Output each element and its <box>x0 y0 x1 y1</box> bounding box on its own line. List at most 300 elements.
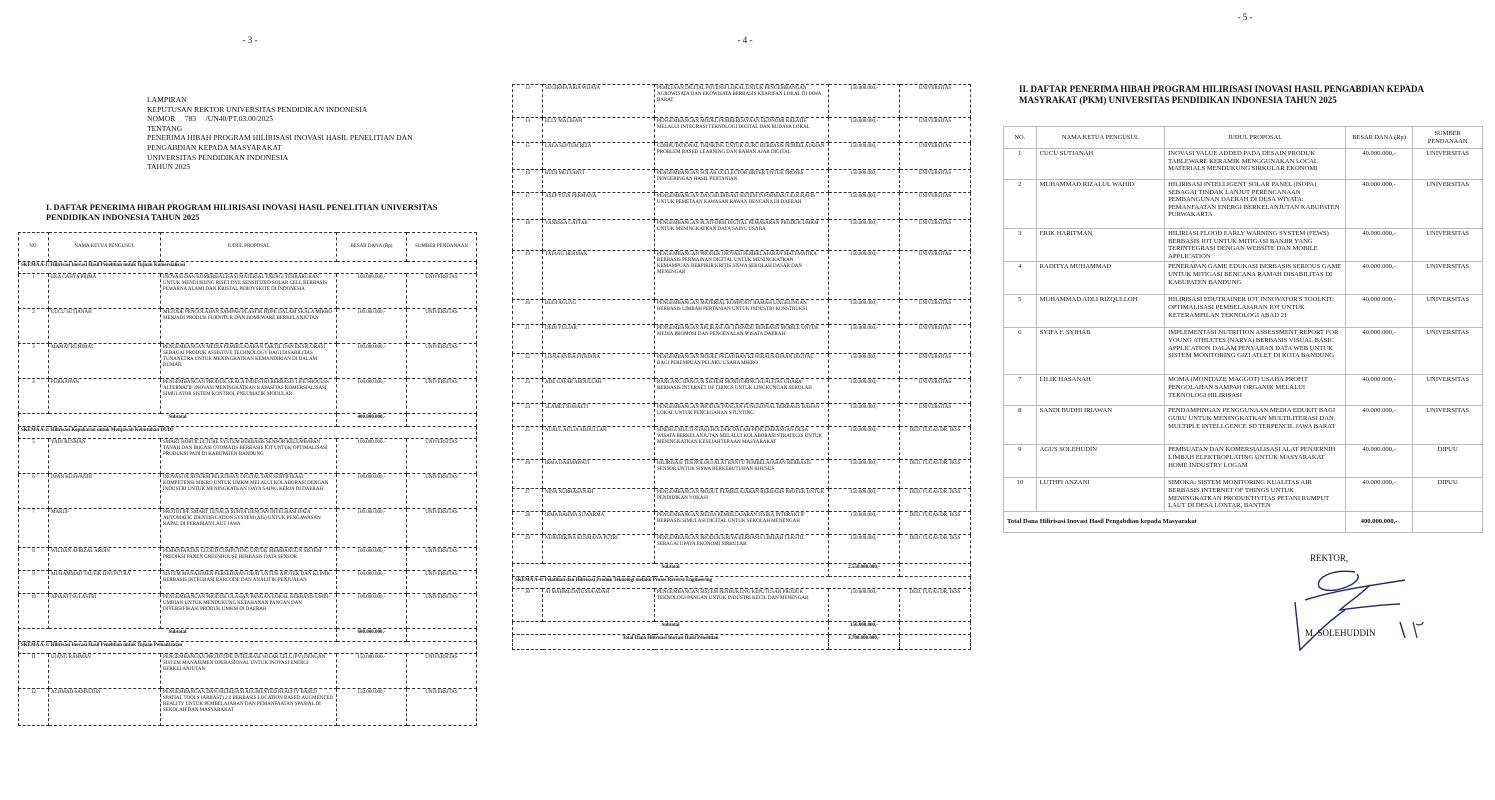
applicant-name: LALA SEPTEM RIZA <box>543 143 655 170</box>
applicant-name: IRMA RAHMA SUWARMA <box>543 512 655 535</box>
table-row <box>19 344 477 379</box>
subtotal-row <box>513 564 971 577</box>
skema-label: SKEMA A-4: Pelatihan dan Hilirisasi Produk Teknologi melalui Proses Reverse Engineering <box>513 577 971 589</box>
table-row <box>513 170 971 193</box>
col-title-header: JUDUL PROPOSAL <box>1165 127 1346 149</box>
research-grant-table-part2 <box>512 84 971 650</box>
funding-source: UNIVERSITAS <box>407 379 477 414</box>
applicant-name: SLAMET ROHAETI <box>543 404 655 427</box>
proposal-title: PENGEMBANGAN PROTOTIPE INTEGRASI SOLAR CELL (PV) DENGAN SISTEM MANAJEMEN OPERASIONAL UNTUK INOVASI ENERGI BERKELANJUTAN <box>161 654 337 689</box>
col-amount-header: BESAR DANA (Rp) <box>337 233 407 262</box>
header-line: NOMOR 783 /UN40/PT.03.00/2025 <box>147 114 274 124</box>
applicant-name: LISNA ANISA FITRIANA <box>543 354 655 379</box>
col-source-header: SUMBER PENDANAAN <box>1413 127 1483 149</box>
subtotal-label: Subtotal <box>19 414 337 427</box>
grant-amount: 40.000.000,- <box>1345 328 1412 375</box>
applicant-name: AI MAHMUDATUSSA'ADAH <box>543 589 655 622</box>
funding-source: UNIVERSITAS <box>407 274 477 309</box>
col-no-header: NO. <box>1004 127 1037 149</box>
funding-source: UNIVERSITAS <box>900 85 971 118</box>
table-row <box>19 594 477 629</box>
row-number: 20 <box>513 300 543 325</box>
grant-amount: 150.000.000,- <box>829 170 900 193</box>
table-row <box>513 589 971 622</box>
table-row <box>19 689 477 726</box>
subtotal-label: Subtotal <box>19 629 337 642</box>
applicant-name: SYIFA F. SYIHAB <box>1036 328 1164 375</box>
header-line: TENTANG <box>147 123 183 133</box>
table-row <box>513 379 971 404</box>
grant-amount: 150.000.000,- <box>829 512 900 535</box>
empty-cell <box>407 629 477 642</box>
row-number: 23 <box>513 379 543 404</box>
applicant-name: PURNAWAN <box>49 379 161 414</box>
row-number: 9 <box>19 571 49 594</box>
row-number: 8 <box>19 548 49 571</box>
row-number: 6 <box>1004 328 1037 375</box>
applicant-name: NINA NURHASANAH <box>543 489 655 512</box>
funding-source: UNIVERSITAS <box>407 594 477 629</box>
proposal-title: INOVASI VALUE ADDED PADA DESAIN PRODUK TABLEWARE KERAMIK MENGGUNAKAN LOCAL MATERIALS MENDUKUNG SIRKULAR EKONOMI <box>1165 149 1346 180</box>
page-4 <box>500 0 990 800</box>
subtotal-label: Subtotal <box>513 622 829 635</box>
proposal-title: SISTEM MANAJEMEN PERSEDIAAN OBAT UNTUK APOTEK DAN KLINIK BERBASIS INTEGRASI BARCODE DAN ANALITIK PENJUALAN <box>161 571 337 594</box>
skema-label: SKEMA A-2: Hilirisasi Kepakaran untuk Menjawab Kebutuhan DUDI <box>19 427 477 439</box>
funding-source: UNIVERSITAS <box>1413 180 1483 229</box>
subtotal-amount: 150.000.000,- <box>829 622 900 635</box>
funding-source: UNIVERSITAS <box>900 325 971 354</box>
row-number: 14 <box>513 118 543 143</box>
proposal-title: IMPLEMENTASI NUTRITION ASSESSMENT REPORT FOR YOUNG ATHLETES (NARYA) BERBASIS VISUAL BASIC APPLICATION DALAM PENYAJIAN DATA WEB UNTUK SISTEM MONITORING GIZI ATLET DI KOTA BANDUNG <box>1165 328 1346 375</box>
table-row <box>19 274 477 309</box>
table-row <box>1004 229 1483 262</box>
grant-amount: 150.000.000,- <box>829 300 900 325</box>
col-name-header: NAMA KETUA PENGUSUL <box>1036 127 1164 149</box>
row-number: 5 <box>1004 295 1037 328</box>
funding-source: UNIVERSITAS <box>407 689 477 726</box>
col-amount-header: BESAR DANA (Rp) <box>1345 127 1412 149</box>
proposal-title: PENDAMPINGAN PENGGUNAAN MEDIA EDUKIT BAGI GURU UNTUK MENINGKATKAN MULTILITERASI DAN MULTIPLE INTELLGENCE SD TERPENCIL JAWA BARAT <box>1165 406 1346 445</box>
grant-amount: 40.000.000,- <box>1345 180 1412 229</box>
subtotal-amount: 2.550.000.000,- <box>829 564 900 577</box>
table-row <box>513 354 971 379</box>
row-number: 4 <box>19 379 49 414</box>
applicant-name: SANDI BUDHI IRIAWAN <box>1036 406 1164 445</box>
page-number: - 5 - <box>1237 12 1253 22</box>
table-row <box>1004 262 1483 295</box>
pkm-grant-table <box>1003 126 1483 533</box>
total-row <box>513 635 971 650</box>
proposal-title: PENGEMBANGAN APLIKASI AR TERPADU BERBASIS MOBILE UNTUK MEDIA PROMOSI DAN PENGENALAN WISATA DAERAH <box>655 325 829 354</box>
subtotal-row <box>513 622 971 635</box>
row-number: 19 <box>513 251 543 300</box>
skema-label: SKEMA A-1: Hilirisasi Inovasi Hasil Penelitian untuk Tujuan Komersialisasi <box>19 262 477 274</box>
page-number: - 4 - <box>737 35 753 45</box>
applicant-name: DEDI YULIAR <box>543 325 655 354</box>
grant-amount: 150.000.000,- <box>829 404 900 427</box>
proposal-title: PEMANFAATAN CLOUD COMPUTING UNTUK MEMBANGUN SISTEM PREDIKSI PANEN GREENHOUSE BERBASIS DATA SENSOR <box>161 548 337 571</box>
funding-source: DED. TUGAS DR. IKSS <box>900 489 971 512</box>
proposal-title: COMPUTATIONAL THINKING UNTUK GURU BERBASIS PEMBELAJARAN PROBLEM BASED LEARNING DAN BAHAN AJAR DIGITAL <box>655 143 829 170</box>
funding-source: UNIVERSITAS <box>1413 149 1483 180</box>
funding-source: UNIVERSITAS <box>900 170 971 193</box>
row-number: 10 <box>1004 478 1037 511</box>
subtotal-amount: 600.000.000,- <box>337 629 407 642</box>
grant-amount: 100.000.000,- <box>337 379 407 414</box>
row-number: 3 <box>19 344 49 379</box>
row-number: 5 <box>19 439 49 474</box>
grant-amount: 150.000.000,- <box>829 251 900 300</box>
section-1-title: I. DAFTAR PENERIMA HIBAH PROGRAM HILIRISASI INOVASI HASIL PENELITIAN UNIVERSITAS PENDIDIKAN INDONESIA TAHUN 2025 <box>46 203 438 222</box>
applicant-name: MUHAMMAD RIZALUL WAHID <box>1036 180 1164 229</box>
grant-amount: 40.000.000,- <box>1345 375 1412 406</box>
applicant-name: AFIANTI SULASTRI <box>49 594 161 629</box>
row-number: 26 <box>513 460 543 489</box>
row-number: 25 <box>513 427 543 460</box>
row-number: 7 <box>19 509 49 548</box>
proposal-title: PENERAPAN GAME EDUKASI BERBASIS SERIOUS GAME UNTUK MITIGASI BENCANA RAMAH DISABILITAS DI KABUPATEN BANDUNG <box>1165 262 1346 295</box>
applicant-name: LUTHFI ANZANI <box>1036 478 1164 511</box>
table-row <box>19 309 477 344</box>
applicant-name: AGUS SOLEHUDIN <box>1036 445 1164 478</box>
funding-source: UNIVERSITAS <box>900 251 971 300</box>
subtotal-row <box>19 414 477 427</box>
row-number: 8 <box>1004 406 1037 445</box>
proposal-title: PENGEMBANGAN PRODUK PANGAN FUNGSIONAL BERBASIS BAHAN LOKAL UNTUK PENCEGAHAN STUNTING <box>655 404 829 427</box>
applicant-name: ASEP YUDI PERMANA <box>543 193 655 220</box>
row-number: 22 <box>513 354 543 379</box>
grant-amount: 40.000.000,- <box>1345 262 1412 295</box>
applicant-name: BUDI AGUNG <box>543 300 655 325</box>
funding-source: UNIVERSITAS <box>1413 406 1483 445</box>
grant-amount: 100.000.000,- <box>337 509 407 548</box>
table-row <box>513 404 971 427</box>
empty-cell <box>1413 511 1483 532</box>
total-amount: 3.700.000.000,- <box>829 635 900 650</box>
grant-amount: 100.000.000,- <box>337 309 407 344</box>
grant-amount: 100.000.000,- <box>337 571 407 594</box>
applicant-name: YADI RUSMAN <box>49 439 161 474</box>
page-5 <box>995 0 1495 800</box>
grant-amount: 150.000.000,- <box>829 85 900 118</box>
funding-source: DED. TUGAS DR. IKSS <box>900 427 971 460</box>
row-number: 12 <box>19 689 49 726</box>
grant-amount: 40.000.000,- <box>1345 406 1412 445</box>
header-line: UNIVERSITAS PENDIDIKAN INDONESIA <box>147 152 289 162</box>
table-row <box>1004 149 1483 180</box>
row-number: 27 <box>513 489 543 512</box>
proposal-title: PENGEMBANGAN PRODUK SKALA INDUSTRI BERBASIS LIFE PROCESS ALTERNATIF INOVASI MENINGKATKAN KAPASITAS KOMERSIALISASI SIMULATOR SISTEM KONTROL PNEUMATIK MODULAR <box>161 379 337 414</box>
grant-amount: 100.000.000,- <box>337 548 407 571</box>
funding-source: DIPUU <box>1413 445 1483 478</box>
applicant-name: EKA CAHYA PRIMA <box>49 274 161 309</box>
table-row <box>1004 180 1483 229</box>
row-number: 18 <box>513 220 543 251</box>
row-number: 6 <box>19 474 49 509</box>
proposal-title: PEMETAAN DIGITAL POTENSI LOKAL UNTUK PENGEMBANGAN AGROWISATA DAN EKOWISATA BERBASIS KEARIFAN LOKAL DI JAWA BARAT <box>655 85 829 118</box>
table-row <box>513 460 971 489</box>
grant-amount: 150.000.000,- <box>829 489 900 512</box>
table-row <box>19 654 477 689</box>
grant-amount: 100.000.000,- <box>337 274 407 309</box>
applicant-name: RADITYA MUHAMMAD <box>1036 262 1164 295</box>
proposal-title: PENGEMBANGAN PRODUK KRIYA BERBASIS LIMBAH TEKSTIL SEBAGAI UPAYA EKONOMI SIRKULAR <box>655 535 829 564</box>
applicant-name: ELLY MALIHAH <box>543 118 655 143</box>
applicant-name: BUDI MULYANTI <box>543 170 655 193</box>
total-label: Total Dana Hilirisasi Inovasi Hasil Penelitian <box>513 635 829 650</box>
table-row <box>513 193 971 220</box>
proposal-title: PENGEMBANGAN DAN HILIRISASI AUGMENTED REALITY BASED SPATIAL TOOLS (ARBAST) 2.0 BERBASIS LOCATION BASED AUGMENTED REALITY UNTUK PEMBELAJARAN DAN PEMANFAATAN SPASIAL DI SEKOLAH DAN MASYARAKAT <box>161 689 337 726</box>
funding-source: UNIVERSITAS <box>900 300 971 325</box>
row-number: 1 <box>19 274 49 309</box>
table-row <box>1004 478 1483 511</box>
skema-row <box>19 427 477 439</box>
applicant-name: ERIK HARITMAN <box>1036 229 1164 262</box>
subtotal-label: Subtotal <box>513 564 829 577</box>
table-row <box>513 535 971 564</box>
table-row <box>1004 445 1483 478</box>
funding-source: UNIVERSITAS <box>1413 295 1483 328</box>
grant-amount: 150.000.000,- <box>829 379 900 404</box>
proposal-title: PENGEMBANGAN MODEL PEMBERDAYAAN EKONOMI KREATIF MELALUI INTEGRASI TEKNOLOGI DIGITAL DAN BUDAYA LOKAL <box>655 118 829 143</box>
funding-source: UNIVERSITAS <box>900 193 971 220</box>
row-number: 4 <box>1004 262 1037 295</box>
proposal-title: PENGEMBANGAN SOLAR COLLECTOR DRYER UNTUK PROSES PENGERINGAN HASIL PERTANIAN <box>655 170 829 193</box>
grant-amount: 150.000.000,- <box>829 460 900 489</box>
header-line: KEPUTUSAN REKTOR UNIVERSITAS PENDIDIKAN INDONESIA <box>147 104 368 114</box>
grant-amount: 150.000.000,- <box>337 654 407 689</box>
applicant-name: CUCU SUTIANAH <box>1036 149 1164 180</box>
total-row <box>1004 511 1483 532</box>
table-row <box>513 118 971 143</box>
grant-amount: 150.000.000,- <box>829 354 900 379</box>
row-number: 7 <box>1004 375 1037 406</box>
proposal-title: INOVASI DAN KOMERSIALISASI MATERIAL ENERGI TERBARUKAN UNTUK MENDUKUNG RISET DYE SENSITIZED SOLAR CELL BERBASIS PEWARNA ALAMI DAN KRISTAL PEROVSKITE DI INDONESIA <box>161 274 337 309</box>
applicant-name: ADE GAFAR ABDULLAH <box>543 379 655 404</box>
row-number: 9 <box>1004 445 1037 478</box>
funding-source: UNIVERSITAS <box>407 309 477 344</box>
proposal-title: PENGEMBANGAN SISTEM PENDUKUNG KEPUTUSAN PRODUK TEKNOLOGI PANGAN UNTUK INDUSTRI KECIL DAN MENENGAH <box>655 589 829 622</box>
proposal-title: HILIRISASI INTELLIGENT SOLAR PANEL (ISOPA) SEBAGAI TINDAK LANJUT PERENCANAAN PEMBANGUNAN DAERAH DI DESA WIYATA: PEMANFAATAN ENERGI BERKELANJUTAN KABUPATEN PURWAKARTA <box>1165 180 1346 229</box>
applicant-name: SUGIRMA ARIA WIJAYA <box>543 85 655 118</box>
applicant-name: NURUL AULIA ABDULLAH <box>543 427 655 460</box>
funding-source: UNIVERSITAS <box>1413 262 1483 295</box>
total-amount: 400.000.000,- <box>1345 511 1412 532</box>
row-number: 13 <box>513 85 543 118</box>
applicant-name: MUHAMMAD TAUFIK DWI PUTRA <box>49 571 161 594</box>
row-number: 16 <box>513 170 543 193</box>
proposal-title: PENGEMBANGAN MODUL PEMBELAJARAN BERBASIS PROYEK UNTUK PENDIDIKAN VOKASI <box>655 489 829 512</box>
header-line: PENGABDIAN KEPADA MASYARAKAT <box>147 142 282 152</box>
row-number: 1 <box>1004 149 1037 180</box>
grant-amount: 100.000.000,- <box>337 594 407 629</box>
empty-cell <box>407 414 477 427</box>
skema-row <box>19 642 477 654</box>
grant-amount: 150.000.000,- <box>829 325 900 354</box>
header-line: PENERIMA HIBAH PROGRAM HILIRISASI INOVASI HASIL PENELITIAN DAN <box>147 133 413 143</box>
empty-cell <box>900 622 971 635</box>
proposal-title: PENGEMBANGAN MEDIA PEMBELAJARAN TAKTIL DAN EKSPLORASI SEBAGAI PRODUK ASSISTIVE TECHNOLOGY BAGI DISABILITAS TUNANETRA UNTUK MENINGKATKAN KEMANDIRIAN DI DALAM RUMAH <box>161 344 337 379</box>
funding-source: DED. TUGAS DR. IKSS <box>900 589 971 622</box>
row-number: 10 <box>19 594 49 629</box>
page-number: - 3 - <box>242 35 258 45</box>
table-header-row <box>1004 127 1483 149</box>
col-name-header: NAMA KETUA PENGUSUL <box>49 233 161 262</box>
funding-source: UNIVERSITAS <box>1413 328 1483 375</box>
grant-amount: 100.000.000,- <box>337 344 407 379</box>
funding-source: UNIVERSITAS <box>900 143 971 170</box>
grant-amount: 150.000.000,- <box>829 143 900 170</box>
proposal-title: PENGEMBANGAN DAN HILIRISASI SISTEM INFORMASI GEOGRAFIS UNTUK PEMETAAN KAWASAN RAWAN BENCANA DI DAERAH <box>655 193 829 220</box>
row-number: 15 <box>513 143 543 170</box>
grant-amount: 40.000.000,- <box>1345 478 1412 511</box>
grant-amount: 150.000.000,- <box>829 427 900 460</box>
funding-source: UNIVERSITAS <box>1413 375 1483 406</box>
proposal-title: HILIRISASI EDUTRAINER IOT INNOVATOR'S TOOLKIT: OPTIMALISASI PEMBELAJARAN IOT UNTUK KETERAMPILAN TEKNOLOGI ABAD 21 <box>1165 295 1346 328</box>
subtotal-row <box>19 629 477 642</box>
applicant-name: IWAN KUSWANDI <box>49 474 161 509</box>
funding-source: UNIVERSITAS <box>407 548 477 571</box>
table-row <box>513 489 971 512</box>
funding-source: UNIVERSITAS <box>407 654 477 689</box>
col-no-header: NO. <box>19 233 49 262</box>
proposal-title: MOMA (MONITAZE MAGGOT) USAHA PROFIT PENGOLAHAN SAMPAH ORGANIK MELALUI TEKNOLOGI HILIRISASI <box>1165 375 1346 406</box>
row-number: 2 <box>1004 180 1037 229</box>
applicant-name: MARUF <box>49 509 161 548</box>
table-row <box>513 85 971 118</box>
empty-cell <box>900 635 971 650</box>
table-row <box>1004 406 1483 445</box>
applicant-name: VANESSA GAFFAR <box>543 220 655 251</box>
header-line: TAHUN 2025 <box>147 162 191 172</box>
proposal-title: HILIRISASI TEKNOLOGI ALAT BANTU PEMBELAJARAN BERBASIS SENSOR UNTUK SISWA BERKEBUTUHAN KHUSUS <box>655 460 829 489</box>
row-number: 21 <box>513 325 543 354</box>
grant-amount: 150.000.000,- <box>829 193 900 220</box>
skema-label: SKEMA A-3: Hilirisasi Inovasi Hasil Penelitian untuk Tujuan Pemanfaatan <box>19 642 477 654</box>
grant-amount: 100.000.000,- <box>337 474 407 509</box>
table-row <box>1004 328 1483 375</box>
proposal-title: INOVASI PLATFORM PELATIHAN DIGITAL DAN SERTIFIKASI KOMPETENSI MIKRO UNTUK UMKM MELALUI KOLABORASI DENGAN INDUSTRI UNTUK MENINGKATKAN DAYA SAING KERJA DI DAERAH <box>161 474 337 509</box>
applicant-name: LILIK HASANAH <box>1036 375 1164 406</box>
proposal-title: METODE PENGOLAHAN SAMPAH PLASTIK HDPE DALAM SKALA MIKRO MENJADI PRODUK FURNITUR DAN HOMEWARE BERKELANJUTAN <box>161 309 337 344</box>
proposal-title: HILIRIASI FLOOD EARLY WARNING SYSTEM (FEWS) BERBASIS IOT UNTUK MITIGASI BANJIR YANG TERINTEGRASI DENGAN WEBSITE DAN MOBILE APPLICATION <box>1165 229 1346 262</box>
funding-source: DED. TUGAS DR. IKSS <box>900 460 971 489</box>
funding-source: UNIVERSITAS <box>1413 229 1483 262</box>
funding-source: UNIVERSITAS <box>407 509 477 548</box>
table-row <box>513 300 971 325</box>
table-row <box>513 251 971 300</box>
funding-source: UNIVERSITAS <box>407 474 477 509</box>
handwritten-signature <box>1285 560 1435 660</box>
proposal-title: PENGEMBANGAN PLATFORM DIGITAL PEMASARAN PRODUK UMKM UNTUK MENINGKATKAN DAYA SAING USAHA <box>655 220 829 251</box>
funding-source: UNIVERSITAS <box>407 344 477 379</box>
funding-source: UNIVERSITAS <box>900 354 971 379</box>
proposal-title: PENGEMBANGAN PRODUK OLAHAN PANGAN LOKAL BERBASIS UMBI-UMBIAN UNTUK MENDUKUNG KETAHANAN PANGAN DAN DIVERSIFIKASI PRODUK UMKM DI DAERAH <box>161 594 337 629</box>
table-row <box>19 571 477 594</box>
proposal-title: PENGEMBANGAN MATERIAL KOMPOSIT RAMAH LINGKUNGAN BERBASIS LIMBAH PERTANIAN UNTUK INDUSTRI KONSTRUKSI <box>655 300 829 325</box>
funding-source: UNIVERSITAS <box>900 220 971 251</box>
applicant-name: UJANG RAHMAN <box>49 654 161 689</box>
proposal-title: RANCANG BANGUN SISTEM MONITORING KUALITAS UDARA BERBASIS INTERNET OF THINGS UNTUK LINGKUNGAN SEKOLAH <box>655 379 829 404</box>
funding-source: UNIVERSITAS <box>900 379 971 404</box>
funding-source: UNIVERSITAS <box>900 404 971 427</box>
proposal-title: SIMOKA: SISTEM MONITORING KUALITAS AIR BERBASIS INTERNET OF THINGS UNTUK MENINGKATKAN PRODUKTIVITAS PETANI RUMPUT LAUT DI DESA LONTAR, BANTEN <box>1165 478 1346 511</box>
grant-amount: 150.000.000,- <box>829 535 900 564</box>
page-3 <box>0 0 500 800</box>
row-number: 17 <box>513 193 543 220</box>
grant-amount: 150.000.000,- <box>829 589 900 622</box>
proposal-title: SMART HORTICULTURE SYSTEM BERBASIS SENSOR KELEMBAPAN TANAH DAN IRIGASI OTOMATIS BERBASIS IOT UNTUK OPTIMALISASI PRODUKSI PADI DI KABUPATEN BANDUNG <box>161 439 337 474</box>
table-row <box>513 220 971 251</box>
row-number: 11 <box>19 654 49 689</box>
research-grant-table-part1 <box>18 232 477 726</box>
proposal-title: PENGEMBANGAN MODEL PELATIHAN KEWIRAUSAHAAN DIGITAL BAGI PEREMPUAN PELAKU USAHA MIKRO <box>655 354 829 379</box>
row-number: 3 <box>1004 229 1037 262</box>
grant-amount: 150.000.000,- <box>829 220 900 251</box>
funding-source: DED. TUGAS DR. IKSS <box>900 535 971 564</box>
table-row <box>19 379 477 414</box>
section-2-title: II. DAFTAR PENERIMA HIBAH PROGRAM HILIRISASI INOVASI HASIL PENGABDIAN KEPADA MASYRAKAT (PKM) UNIVERSITAS PENDIDIKAN INDONESIA TAHUN 2025 <box>1019 84 1424 105</box>
table-row <box>19 548 477 571</box>
signatory-name: M. SOLEHUDDIN <box>1305 628 1376 638</box>
applicant-name: ACHMAD SAMSUDIN <box>49 689 161 726</box>
applicant-name: MUHAMMAD ADLI RIZQULLOH <box>1036 295 1164 328</box>
row-number: 2 <box>19 309 49 344</box>
total-label: Total Dana Hilirisasi Inovasi Hasil Pengabdian kepada Masyarakat <box>1004 511 1346 532</box>
grant-amount: 40.000.000,- <box>1345 149 1412 180</box>
signatory-title: REKTOR, <box>1310 553 1349 563</box>
table-row <box>513 427 971 460</box>
table-row <box>1004 295 1483 328</box>
subtotal-amount: 400.000.000,- <box>337 414 407 427</box>
proposal-title: PROTOTIPE SMART TENAGA SURYA DENGAN INTEGRASI DATA AUTOMATIC IDENTIFICATION SYSTEM (AIS) UNTUK PENGAWASAN KAPAL DI PERAIRAN LAUT JAWA <box>161 509 337 548</box>
applicant-name: IRMA DARMAWATI <box>543 460 655 489</box>
proposal-title: PENGEMBANGAN MEDIA PEMBELAJARAN FISIKA INTERAKTIF BERBASIS SIMULASI DIGITAL UNTUK SEKOLAH MENENGAH <box>655 512 829 535</box>
grant-amount: 40.000.000,- <box>1345 229 1412 262</box>
table-row <box>513 143 971 170</box>
table-row <box>19 439 477 474</box>
grant-amount: 40.000.000,- <box>1345 295 1412 328</box>
grant-amount: 100.000.000,- <box>337 439 407 474</box>
applicant-name: TATANG HERMAN <box>543 251 655 300</box>
row-number: 24 <box>513 404 543 427</box>
proposal-title: PEMBUATAN DAN KOMERSIALISASI ALAT PENJERNIH LIMBAH ELEKTROPLATING UNTUK MASYARAKAT HOME INDUSTRY LOGAM <box>1165 445 1346 478</box>
col-source-header: SUMBER PENDANAAN <box>407 233 477 262</box>
proposal-title: PENGEMBANGAN PRODUK INOVASI PEMBELAJARAN MATEMATIKA BERBASIS PERMAINAN DIGITAL UNTUK MENINGKATKAN KEMAMPUAN BERPIKIR KRITIS SISWA SEKOLAH DASAR DAN MENENGAH <box>655 251 829 300</box>
table-row <box>19 509 477 548</box>
empty-cell <box>900 564 971 577</box>
applicant-name: CUCU SUTIANAH <box>49 309 161 344</box>
decree-header <box>147 95 413 172</box>
skema-row <box>19 262 477 274</box>
grant-amount: 150.000.000,- <box>337 689 407 726</box>
funding-source: DED. TUGAS DR. IKSS <box>900 512 971 535</box>
row-number: 28 <box>513 512 543 535</box>
funding-source: UNIVERSITAS <box>407 439 477 474</box>
table-header-row <box>19 233 477 262</box>
table-row <box>1004 375 1483 406</box>
proposal-title: SINERGI MULTI-STAKEHOLDER DALAM PENGEMBANGAN DESA WISATA BERKELANJUTAN MELALUI KOLABORASI STRATEGIS UNTUK MENINGKATKAN KESEJAHTERAAN MASYARAKAT <box>655 427 829 460</box>
applicant-name: MAMAT RUHIMAT <box>49 344 161 379</box>
funding-source: UNIVERSITAS <box>900 118 971 143</box>
funding-source: DIPUU <box>1413 478 1483 511</box>
col-title-header: JUDUL PROPOSAL <box>161 233 337 262</box>
applicant-name: WILDAN AFRIZAL ARDIN <box>49 548 161 571</box>
header-line: LAMPIRAN <box>147 95 187 104</box>
table-row <box>19 474 477 509</box>
row-number: 30 <box>513 589 543 622</box>
grant-amount: 40.000.000,- <box>1345 445 1412 478</box>
